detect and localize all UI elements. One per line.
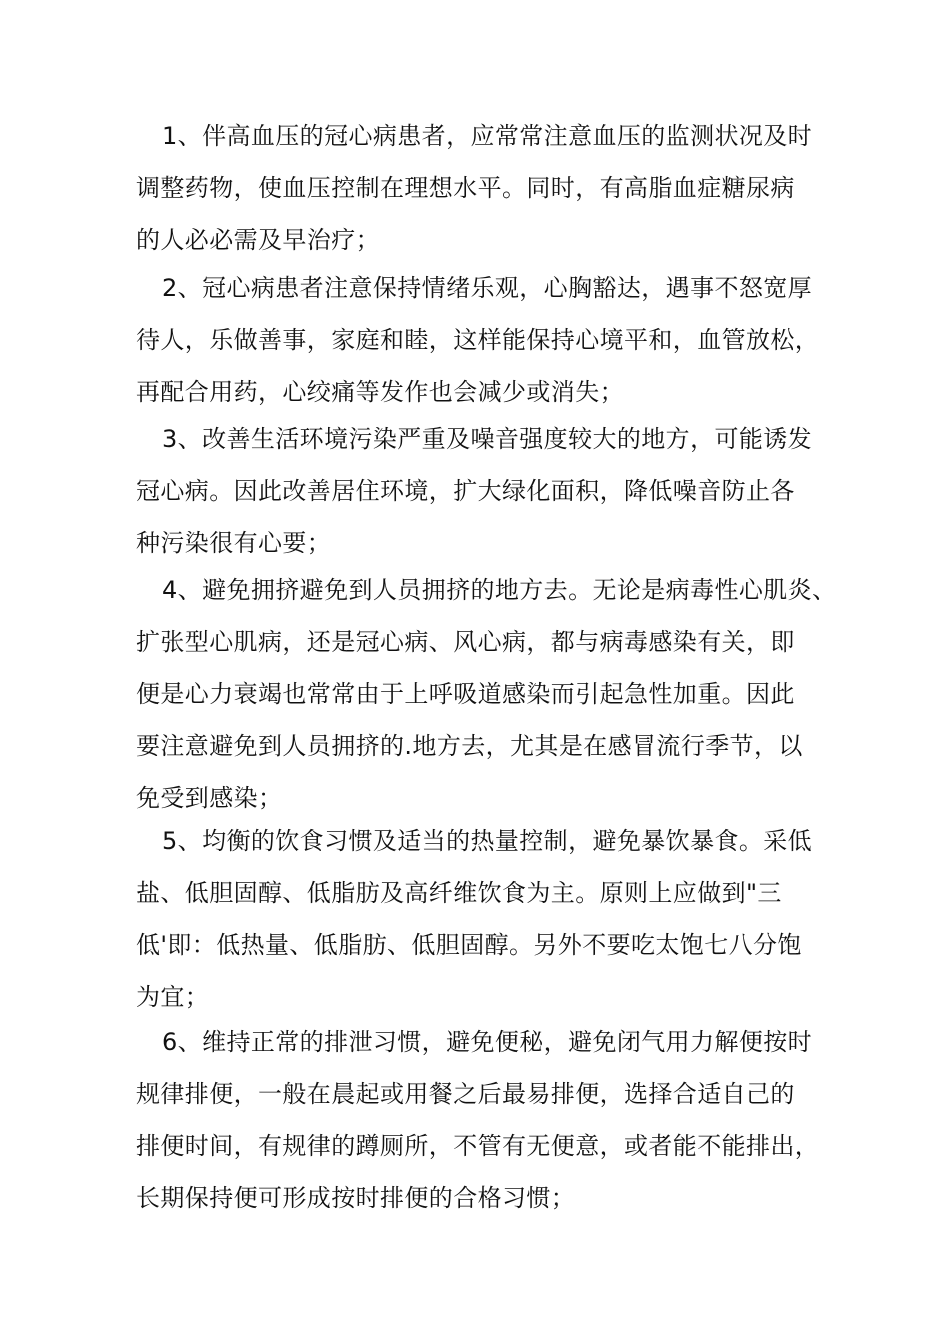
paragraph-line: 冠心病。因此改善居住环境，扩大绿化面积，降低噪音防止各: [136, 477, 795, 505]
paragraph-line: 扩张型心肌病，还是冠心病、风心病，都与病毒感染有关，即: [136, 628, 795, 656]
paragraph-line: 5、均衡的饮食习惯及适当的热量控制，避免暴饮暴食。采低: [162, 827, 813, 855]
paragraph-3: [136, 413, 836, 569]
paragraph-5: [136, 815, 836, 1023]
paragraph-2: [136, 262, 836, 418]
paragraph-line: 排便时间，有规律的蹲厕所，不管有无便意，或者能不能排出，: [136, 1132, 820, 1160]
paragraph-line: 种污染很有心要；: [136, 529, 332, 557]
paragraph-line: 要注意避免到人员拥挤的.地方去，尤其是在感冒流行季节，以: [136, 732, 803, 760]
paragraph-line: 长期保持便可形成按时排便的合格习惯；: [136, 1184, 576, 1212]
paragraph-line: 待人，乐做善事，家庭和睦，这样能保持心境平和，血管放松，: [136, 326, 820, 354]
paragraph-4: [136, 564, 836, 824]
paragraph-line: 再配合用药，心绞痛等发作也会减少或消失；: [136, 378, 624, 406]
paragraph-line: 调整药物，使血压控制在理想水平。同时，有高脂血症糖尿病: [136, 174, 795, 202]
paragraph-line: 规律排便，一般在晨起或用餐之后最易排便，选择合适自己的: [136, 1080, 795, 1108]
paragraph-line: 2、冠心病患者注意保持情绪乐观，心胸豁达，遇事不怒宽厚: [162, 274, 813, 302]
paragraph-line: 6、维持正常的排泄习惯，避免便秘，避免闭气用力解便按时: [162, 1028, 813, 1056]
paragraph-1: [136, 110, 836, 266]
paragraph-line: 的人必必需及早治疗；: [136, 226, 380, 254]
paragraph-line: 免受到感染；: [136, 784, 283, 812]
paragraph-line: 1、伴高血压的冠心病患者，应常常注意血压的监测状况及时: [162, 122, 813, 150]
paragraph-6: [136, 1016, 836, 1224]
paragraph-line: 盐、低胆固醇、低脂肪及高纤维饮食为主。原则上应做到"三: [136, 879, 782, 907]
paragraph-line: 为宜；: [136, 983, 210, 1011]
paragraph-line: 3、改善生活环境污染严重及噪音强度较大的地方，可能诱发: [162, 425, 813, 453]
paragraph-line: 便是心力衰竭也常常由于上呼吸道感染而引起急性加重。因此: [136, 680, 795, 708]
paragraph-line: 4、避免拥挤避免到人员拥挤的地方去。无论是病毒性心肌炎、: [162, 576, 837, 604]
paragraph-line: 低'即：低热量、低脂肪、低胆固醇。另外不要吃太饱七八分饱: [136, 931, 802, 959]
